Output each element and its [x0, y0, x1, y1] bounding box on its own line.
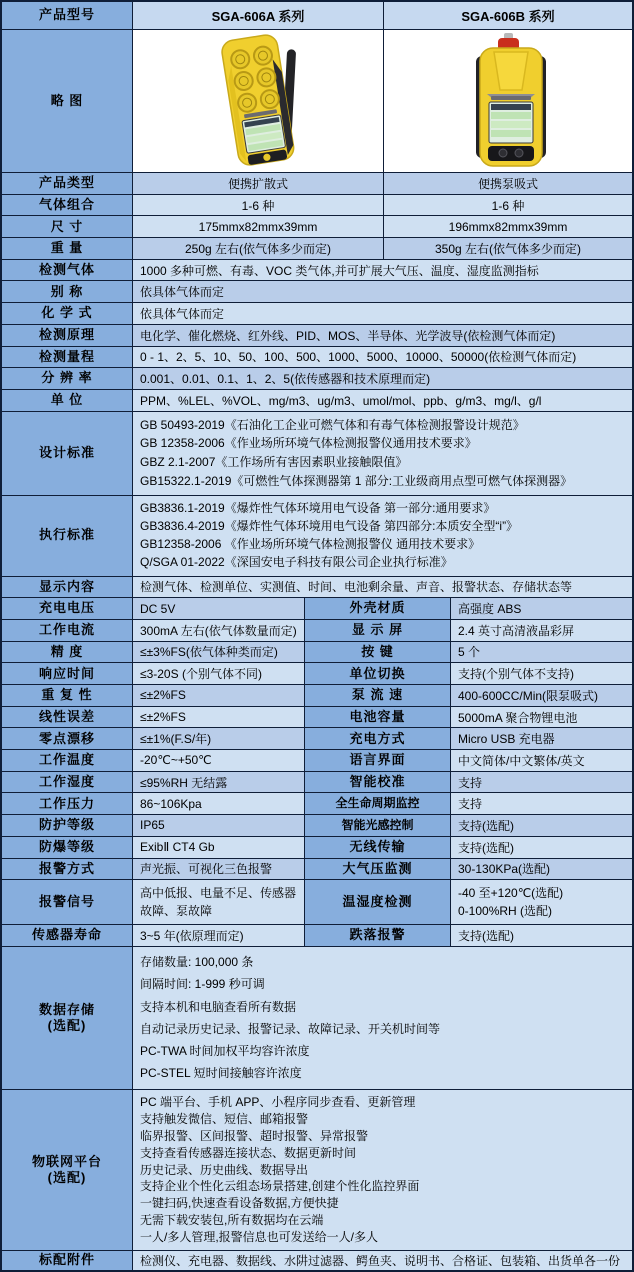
label-line: 数据存储 — [38, 1001, 95, 1017]
row-value: 0 - 1、2、5、10、50、100、500、1000、5000、10000、50000(依检测气体而定) — [132, 347, 632, 368]
feature-line: 无需下载安装包,所有数据均在云端 — [140, 1213, 324, 1228]
feature-line: 一键扫码,快速查看设备数据,方便快捷 — [140, 1196, 339, 1211]
table-row — [2, 727, 632, 749]
table-row — [2, 237, 632, 259]
row-value: 30-130KPa(选配) — [450, 859, 632, 880]
row-value: ≤±2%FS — [132, 685, 304, 706]
standard-line: GB 12358-2006《作业场所环境气体检测报警仪通用技术要求》 — [140, 436, 477, 451]
row-label — [2, 1090, 132, 1250]
row-value: 400-600CC/Min(限泵吸式) — [450, 685, 632, 706]
row-label: 零点漂移 — [2, 728, 132, 749]
row-label: 别 称 — [2, 281, 132, 302]
row-value: 300mA 左右(依气体数量而定) — [132, 620, 304, 641]
row-label: 气体组合 — [2, 195, 132, 216]
row-label: 工作湿度 — [2, 772, 132, 793]
row-value: ≤±2%FS — [132, 707, 304, 728]
row-value — [132, 1090, 632, 1250]
row-value: PPM、%LEL、%VOL、mg/m3、ug/m3、umol/mol、ppb、g/m3、mg/l、g/l — [132, 390, 632, 411]
row-label: 全生命周期监控 — [304, 793, 450, 814]
table-row — [2, 324, 632, 346]
row-value: ≤±1%(F.S/年) — [132, 728, 304, 749]
row-value: ExibⅡ CT4 Gb — [132, 837, 304, 858]
label-line: 物联网平台 — [31, 1153, 102, 1169]
feature-line: 一人/多人管理,报警信息也可发送给一人/多人 — [140, 1230, 379, 1245]
row-label: 按 键 — [304, 642, 450, 663]
table-row — [2, 684, 632, 706]
value-a: 175mmx82mmx39mm — [132, 216, 383, 237]
standard-line: GB3836.1-2019《爆炸性气体环境用电气设备 第一部分:通用要求》 — [140, 501, 496, 516]
header-model-b: SGA-606B 系列 — [383, 2, 632, 29]
value-line: 0-100%RH (选配) — [458, 903, 553, 918]
table-header-row — [2, 2, 632, 29]
row-value: 声光振、可视化三色报警 — [132, 859, 304, 880]
row-label: 泵 流 速 — [304, 685, 450, 706]
row-label: 外壳材质 — [304, 598, 450, 619]
row-value: 支持 — [450, 793, 632, 814]
row-label: 产品类型 — [2, 173, 132, 194]
gas-detector-606a-illustration — [138, 32, 378, 170]
label-line: (选配) — [47, 1017, 87, 1033]
row-label: 设计标准 — [2, 412, 132, 495]
row-label: 充电电压 — [2, 598, 132, 619]
row-label: 单 位 — [2, 390, 132, 411]
standard-line: Q/SGA 01-2022《深国安电子科技有限公司企业执行标准》 — [140, 555, 453, 570]
row-label: 智能光感控制 — [304, 815, 450, 836]
row-label: 温湿度检测 — [304, 880, 450, 924]
value-b: 便携泵吸式 — [383, 173, 632, 194]
value-b: 350g 左右(依气体多少而定) — [383, 238, 632, 259]
row-value: -20℃~+50℃ — [132, 750, 304, 771]
row-label — [2, 947, 132, 1089]
standard-line: GBZ 2.1-2007《工作场所有害因素职业接触限值》 — [140, 455, 408, 470]
row-label: 精 度 — [2, 642, 132, 663]
row-value — [132, 412, 632, 495]
feature-line: 支持企业个性化云组态场景搭建,创建个性化监控界面 — [140, 1179, 420, 1194]
row-label: 跌落报警 — [304, 925, 450, 946]
row-label: 显 示 屏 — [304, 620, 450, 641]
row-value: 86~106Kpa — [132, 793, 304, 814]
row-value: 电化学、催化燃烧、红外线、PID、MOS、半导体、光学波导(依检测气体而定) — [132, 325, 632, 346]
feature-line: 支持本机和电脑查看所有数据 — [140, 999, 297, 1014]
row-label: 标配附件 — [2, 1251, 132, 1270]
row-value: 中文简体/中文繁体/英文 — [450, 750, 632, 771]
row-label: 检测原理 — [2, 325, 132, 346]
table-row — [2, 814, 632, 836]
row-label: 工作电流 — [2, 620, 132, 641]
sketch-row — [2, 29, 632, 172]
table-row — [2, 280, 632, 302]
product-image-606b — [383, 30, 632, 172]
header-model-a: SGA-606A 系列 — [132, 2, 383, 29]
row-value — [450, 880, 632, 924]
row-value: Micro USB 充电器 — [450, 728, 632, 749]
row-label: 重 量 — [2, 238, 132, 259]
row-value: 高中低报、电量不足、传感器故障、泵故障 — [132, 880, 304, 924]
feature-line: PC 端平台、手机 APP、小程序同步查看、更新管理 — [140, 1095, 416, 1110]
row-value: 依具体气体而定 — [132, 303, 632, 324]
feature-line: 支持触发微信、短信、邮箱报警 — [140, 1111, 309, 1126]
row-label: 大气压监测 — [304, 859, 450, 880]
standard-line: GB12358-2006 《作业场所环境气体检测报警仪 通用技术要求》 — [140, 537, 481, 552]
row-value: 依具体气体而定 — [132, 281, 632, 302]
table-row — [2, 172, 632, 194]
feature-line: PC-TWA 时间加权平均容许浓度 — [140, 1044, 310, 1059]
row-value: ≤3-20S (个别气体不同) — [132, 663, 304, 684]
row-value: 检测气体、检测单位、实测值、时间、电池剩余量、声音、报警状态、存储状态等 — [132, 577, 632, 598]
row-label: 电池容量 — [304, 707, 450, 728]
row-label: 语言界面 — [304, 750, 450, 771]
row-label: 检测量程 — [2, 347, 132, 368]
row-label: 尺 寸 — [2, 216, 132, 237]
row-value: DC 5V — [132, 598, 304, 619]
table-row — [2, 619, 632, 641]
row-label: 单位切换 — [304, 663, 450, 684]
row-value: 0.001、0.01、0.1、1、2、5(依传感器和技术原理而定) — [132, 368, 632, 389]
gas-detector-606b-illustration — [388, 32, 628, 170]
value-a: 便携扩散式 — [132, 173, 383, 194]
row-value: ≤±3%FS(依气体种类而定) — [132, 642, 304, 663]
design-standards-row — [2, 411, 632, 495]
value-a: 250g 左右(依气体多少而定) — [132, 238, 383, 259]
row-label: 工作温度 — [2, 750, 132, 771]
row-label: 智能校准 — [304, 772, 450, 793]
table-row — [2, 302, 632, 324]
row-value: 3~5 年(依原理而定) — [132, 925, 304, 946]
table-row — [2, 792, 632, 814]
row-label: 重 复 性 — [2, 685, 132, 706]
row-label: 传感器寿命 — [2, 925, 132, 946]
row-value: 1000 多种可燃、有毒、VOC 类气体,并可扩展大气压、温度、湿度监测指标 — [132, 260, 632, 281]
row-label: 化 学 式 — [2, 303, 132, 324]
row-value: 高强度 ABS — [450, 598, 632, 619]
row-label: 工作压力 — [2, 793, 132, 814]
execution-standards-row — [2, 495, 632, 576]
row-label: 防爆等级 — [2, 837, 132, 858]
label-line: (选配) — [47, 1169, 87, 1185]
accessories-row — [2, 1250, 632, 1270]
value-line: -40 至+120℃(选配) — [458, 885, 564, 900]
feature-line: 历史记录、历史曲线、数据导出 — [140, 1162, 309, 1177]
table-row — [2, 662, 632, 684]
table-row — [2, 367, 632, 389]
row-value: 5000mA 聚合物锂电池 — [450, 707, 632, 728]
feature-line: 自动记录历史记录、报警记录、故障记录、开关机时间等 — [140, 1021, 441, 1036]
table-row — [2, 597, 632, 619]
row-value: 支持 — [450, 772, 632, 793]
feature-line: 支持查看传感器连接状态、数据更新时间 — [140, 1145, 357, 1160]
sketch-label: 略 图 — [2, 30, 132, 172]
row-label: 显示内容 — [2, 577, 132, 598]
table-row — [2, 641, 632, 663]
header-product-model: 产品型号 — [2, 2, 132, 29]
table-row — [2, 259, 632, 281]
row-label: 检测气体 — [2, 260, 132, 281]
alarm-signal-row — [2, 879, 632, 924]
table-row — [2, 215, 632, 237]
row-value: 支持(选配) — [450, 837, 632, 858]
row-label: 充电方式 — [304, 728, 450, 749]
standard-line: GB15322.1-2019《可燃性气体探测器第 1 部分:工业级商用点型可燃气体探测器》 — [140, 473, 573, 488]
table-row — [2, 389, 632, 411]
value-b: 1-6 种 — [383, 195, 632, 216]
row-value: 支持(选配) — [450, 925, 632, 946]
table-row — [2, 836, 632, 858]
iot-platform-row — [2, 1089, 632, 1250]
row-label: 响应时间 — [2, 663, 132, 684]
feature-line: PC-STEL 短时间接触容许浓度 — [140, 1066, 302, 1081]
row-value: 2.4 英寸高清液晶彩屏 — [450, 620, 632, 641]
standard-line: GB 50493-2019《石油化工企业可燃气体和有毒气体检测报警设计规范》 — [140, 417, 525, 432]
row-value: 5 个 — [450, 642, 632, 663]
row-value: ≤95%RH 无结露 — [132, 772, 304, 793]
table-row — [2, 771, 632, 793]
feature-line: 存储数量: 100,000 条 — [140, 954, 254, 969]
feature-line: 临界报警、区间报警、超时报警、异常报警 — [140, 1128, 369, 1143]
product-image-606a — [132, 30, 383, 172]
row-label: 线性误差 — [2, 707, 132, 728]
table-row — [2, 194, 632, 216]
table-row — [2, 346, 632, 368]
row-value — [132, 496, 632, 576]
value-b: 196mmx82mmx39mm — [383, 216, 632, 237]
row-value — [132, 947, 632, 1089]
row-label: 防护等级 — [2, 815, 132, 836]
table-row — [2, 858, 632, 880]
feature-line: 间隔时间: 1-999 秒可调 — [140, 977, 265, 992]
value-a: 1-6 种 — [132, 195, 383, 216]
row-label: 无线传输 — [304, 837, 450, 858]
row-value: 支持(选配) — [450, 815, 632, 836]
standard-line: GB3836.4-2019《爆炸性气体环境用电气设备 第四部分:本质安全型“i”》 — [140, 519, 519, 534]
row-label: 报警方式 — [2, 859, 132, 880]
row-label: 分 辨 率 — [2, 368, 132, 389]
display-content-row — [2, 576, 632, 598]
row-label: 报警信号 — [2, 880, 132, 924]
row-value: 检测仪、充电器、数据线、水阱过滤器、鳄鱼夹、说明书、合格证、包装箱、出货单各一份 — [132, 1251, 632, 1270]
table-row — [2, 749, 632, 771]
row-label: 执行标准 — [2, 496, 132, 576]
row-value: IP65 — [132, 815, 304, 836]
table-row — [2, 706, 632, 728]
sensor-life-row — [2, 924, 632, 946]
row-value: 支持(个别气体不支持) — [450, 663, 632, 684]
data-storage-row — [2, 946, 632, 1089]
